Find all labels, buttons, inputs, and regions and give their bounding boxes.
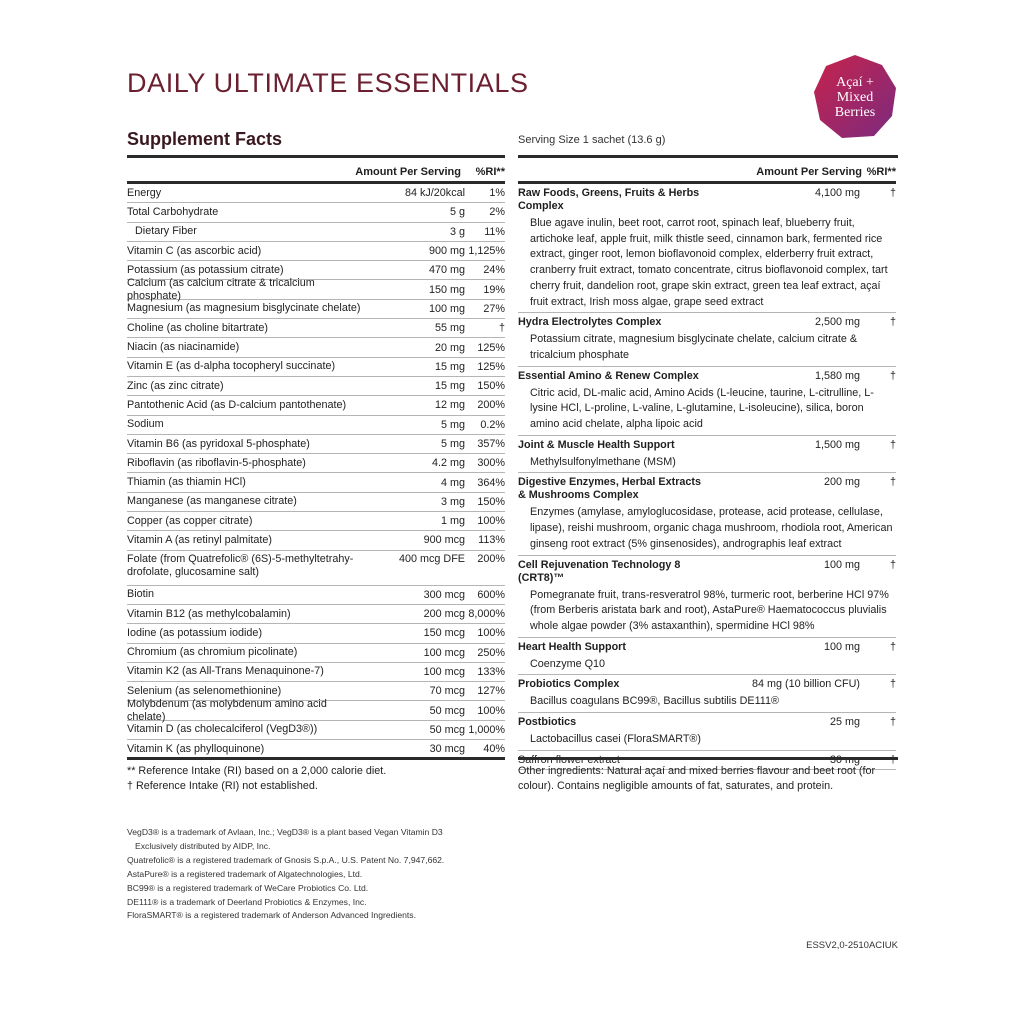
complex-ingredients: Enzymes (amylase, amyloglucosidase, protease, acid protease, cellulase, lipase), reishi mushroom, organic chaga mushroom, rhodiola root, American ginseng root extract (5% ginsenosides), andrographis leaf extract xyxy=(530,506,893,550)
nutrient-name: Vitamin A (as retinyl palmitate) xyxy=(127,533,273,546)
bottom-rule-right xyxy=(518,757,898,760)
table-row xyxy=(127,223,505,242)
badge-line: Berries xyxy=(834,104,876,120)
complex-name: Saffron flower extract xyxy=(518,753,620,766)
nutrient-name: Potassium (as potassium citrate) xyxy=(127,263,284,276)
complex-ingredients: Bacillus coagulans BC99®, Bacillus subtilis DE111® xyxy=(530,695,779,708)
complex-amount: 1,500 mg xyxy=(814,438,860,451)
nutrient-name: Vitamin B6 (as pyridoxal 5-phosphate) xyxy=(127,437,310,450)
table-row xyxy=(127,624,505,643)
nutrient-amount: 50 mcg xyxy=(429,704,465,717)
trademark-line: DE111® is a trademark of Deerland Probiotics & Enzymes, Inc. xyxy=(127,896,367,907)
table-row xyxy=(127,300,505,319)
nutrient-ri: 150% xyxy=(477,495,505,508)
complex-header xyxy=(518,370,896,383)
nutrient-ri: 1% xyxy=(489,187,505,200)
complex-ri: † xyxy=(889,438,896,451)
trademark-notices xyxy=(127,826,444,923)
complex-table xyxy=(518,160,896,770)
nutrient-ri: 24% xyxy=(483,264,505,277)
nutrient-ri: 2% xyxy=(489,206,505,219)
table-row xyxy=(127,512,505,531)
nutrient-ri: 200% xyxy=(477,399,505,412)
complex-ri: † xyxy=(889,678,896,691)
nutrient-ri: † xyxy=(498,322,505,335)
nutrient-name: Vitamin D (as cholecalciferol (VegD3®)) xyxy=(127,723,318,736)
complex-ingredients: Pomegranate fruit, trans-resveratrol 98%, turmeric root, berberine HCl 97% (from Berberis aristata bark and root), AstaPure® Haematococcus pluvialis whole algae powder (3% astaxanthin), spermidine HCl 98% xyxy=(530,588,889,632)
serving-size: Serving Size 1 sachet (13.6 g) xyxy=(518,134,666,146)
nutrient-ri: 27% xyxy=(483,302,505,315)
nutrient-ri: 40% xyxy=(483,743,505,756)
nutrient-amount: 55 mg xyxy=(434,322,465,335)
nutrient-name: Thiamin (as thiamin HCl) xyxy=(127,476,246,489)
trademark-line: AstaPure® is a registered trademark of Algatechnologies, Ltd. xyxy=(127,868,363,879)
complex-section xyxy=(518,675,896,713)
complex-ingredients: Potassium citrate, magnesium bisglycinate chelate, calcium citrate & tricalcium phosphate xyxy=(530,333,858,361)
complex-ri: † xyxy=(889,558,896,571)
complex-section xyxy=(518,313,896,366)
nutrient-name: Total Carbohydrate xyxy=(127,205,219,218)
complex-name: Digestive Enzymes, Herbal Extracts & Mushrooms Complex xyxy=(518,476,702,502)
complex-amount: 100 mg xyxy=(823,640,860,653)
nutrient-ri: 125% xyxy=(477,341,505,354)
nutrient-name: Calcium (as calcium citrate & tricalcium phosphate) xyxy=(127,276,315,302)
complex-amount: 2,500 mg xyxy=(814,316,860,329)
nutrient-amount: 4 mg xyxy=(440,476,465,489)
nutrient-amount: 5 g xyxy=(449,206,465,219)
nutrient-ri: 100% xyxy=(477,515,505,528)
complex-header xyxy=(518,641,896,654)
complex-ri: † xyxy=(889,316,896,329)
complex-table-header xyxy=(518,160,896,184)
nutrient-amount: 200 mcg xyxy=(423,608,465,621)
nutrient-name: Selenium (as selenomethionine) xyxy=(127,684,282,697)
nutrient-amount: 3 mg xyxy=(440,495,465,508)
nutrient-amount: 1 mg xyxy=(440,515,465,528)
table-row xyxy=(127,358,505,377)
nutrient-ri: 100% xyxy=(477,627,505,640)
nutrient-amount: 900 mg xyxy=(428,245,465,258)
nutrient-name: Sodium xyxy=(127,418,164,431)
trademark-line: FloraSMART® is a registered trademark of Anderson Advanced Ingredients. xyxy=(127,910,416,921)
complex-ingredients: Lactobacillus casei (FloraSMART®) xyxy=(530,733,701,746)
complex-ingredients: Blue agave inulin, beet root, carrot root, spinach leaf, blueberry fruit, artichoke leaf, apple fruit, milk thistle seed, cinnamon bark, fermented rice extract, ginger root, lemon bioflavonoid complex, elderberry fruit extract, cranberry fruit extract, tomato concentrate, citrus bioflavonoid complex, tart cherry fruit, dandelion root, grape skin extract, green tea leaf extract, açaí fruit extract, Irish moss algae, grape seed extract xyxy=(530,217,888,308)
nutrient-amount: 4.2 mg xyxy=(431,457,465,470)
complex-name: Raw Foods, Greens, Fruits & Herbs Complex xyxy=(518,187,700,212)
nutrient-amount: 100 mcg xyxy=(423,646,465,659)
product-title: DAILY ULTIMATE ESSENTIALS xyxy=(127,68,529,98)
complex-header xyxy=(518,476,896,502)
complex-header xyxy=(518,559,896,585)
nutrient-ri: 8,000% xyxy=(468,608,505,621)
complex-ri: † xyxy=(889,187,896,199)
nutrient-ri: 364% xyxy=(477,476,505,489)
amount-header: Amount Per Serving xyxy=(355,166,461,178)
nutrient-amount: 84 kJ/20kcal xyxy=(404,187,465,200)
complex-section xyxy=(518,367,896,436)
table-row xyxy=(127,416,505,435)
table-row xyxy=(127,242,505,261)
complex-ingredients: Methylsulfonylmethane (MSM) xyxy=(530,455,676,468)
nutrient-amount: 150 mcg xyxy=(423,627,465,640)
complex-section xyxy=(518,184,896,313)
complex-name: Essential Amino & Renew Complex xyxy=(518,369,699,382)
nutrient-name: Iodine (as potassium iodide) xyxy=(127,626,263,639)
table-row xyxy=(127,697,505,723)
nutrient-amount: 900 mcg xyxy=(423,534,465,547)
ri-header: %RI** xyxy=(866,166,896,178)
top-rule-right xyxy=(518,155,898,158)
complex-ri: † xyxy=(889,640,896,653)
complex-header xyxy=(518,678,896,691)
nutrient-name: Chromium (as chromium picolinate) xyxy=(127,646,298,659)
table-row xyxy=(127,493,505,512)
nutrient-name: Magnesium (as magnesium bisglycinate chelate) xyxy=(127,302,361,315)
complex-header xyxy=(518,187,896,213)
nutrient-amount: 470 mg xyxy=(428,264,465,277)
supplement-facts-heading: Supplement Facts xyxy=(127,129,283,149)
top-rule-left xyxy=(127,155,505,158)
nutrient-name: Choline (as choline bitartrate) xyxy=(127,321,269,334)
nutrient-ri: 113% xyxy=(478,534,505,547)
complex-ingredients: Coenzyme Q10 xyxy=(530,657,606,670)
nutrient-ri: 250% xyxy=(477,646,505,659)
badge-line: Açaí + xyxy=(836,74,874,90)
footnote: ** Reference Intake (RI) based on a 2,000 calorie diet. xyxy=(127,765,387,777)
nutrient-ri: 125% xyxy=(477,360,505,373)
complex-amount: 1,580 mg xyxy=(814,369,860,382)
nutrient-ri: 600% xyxy=(477,588,505,601)
complex-section xyxy=(518,436,896,474)
table-row xyxy=(127,551,505,586)
table-row xyxy=(127,531,505,550)
nutrient-ri: 0.2% xyxy=(480,418,505,431)
complex-name: Probiotics Complex xyxy=(518,678,620,691)
nutrient-amount: 300 mcg xyxy=(423,588,465,601)
nutrient-ri: 200% xyxy=(477,552,505,565)
nutrient-amount: 15 mg xyxy=(434,380,465,393)
nutrient-table xyxy=(127,160,505,759)
nutrient-ri: 1,000% xyxy=(468,723,505,736)
trademark-line: BC99® is a registered trademark of WeCare Probiotics Co. Ltd. xyxy=(127,882,369,893)
nutrient-amount: 30 mcg xyxy=(429,743,465,756)
nutrient-table-header xyxy=(127,160,505,184)
nutrient-name: Biotin xyxy=(127,588,155,601)
complex-name: Postbiotics xyxy=(518,716,577,729)
complex-section xyxy=(518,638,896,676)
nutrient-ri: 127% xyxy=(477,685,505,698)
complex-header xyxy=(518,316,896,329)
complex-section xyxy=(518,713,896,751)
nutrient-ri: 133% xyxy=(477,665,505,678)
nutrient-amount: 70 mcg xyxy=(429,685,465,698)
other-ingredients: Other ingredients: Natural açaí and mixed berries flavour and beet root (for colour). Contains negligible amounts of fat, saturates, and protein. xyxy=(518,765,876,792)
complex-amount: 4,100 mg xyxy=(814,187,860,199)
complex-amount: 30 mg xyxy=(829,753,860,766)
table-row xyxy=(127,586,505,605)
nutrient-name: Copper (as copper citrate) xyxy=(127,514,253,527)
complex-header xyxy=(518,439,896,452)
nutrient-name: Niacin (as niacinamide) xyxy=(127,341,240,354)
table-row xyxy=(127,721,505,740)
trademark-line: Quatrefolic® is a registered trademark of Gnosis S.p.A., U.S. Patent No. 7,947,662. xyxy=(127,854,445,865)
footnotes xyxy=(127,764,386,794)
complex-name: Cell Rejuvenation Technology 8 (CRT8)™ xyxy=(518,558,681,584)
nutrient-ri: 19% xyxy=(483,283,505,296)
trademark-line: Exclusively distributed by AIDP, Inc. xyxy=(135,840,271,851)
table-row xyxy=(127,435,505,454)
complex-name: Heart Health Support xyxy=(518,640,626,653)
complex-ri: † xyxy=(889,716,896,729)
table-row xyxy=(127,396,505,415)
table-row xyxy=(127,663,505,682)
table-row xyxy=(127,454,505,473)
table-row xyxy=(127,473,505,492)
trademark-line: VegD3® is a trademark of Avlaan, Inc.; VegD3® is a plant based Vegan Vitamin D3 xyxy=(127,827,443,837)
nutrient-ri: 150% xyxy=(477,380,505,393)
nutrient-amount: 5 mg xyxy=(440,438,465,450)
complex-amount: 100 mg xyxy=(823,558,860,571)
nutrient-name: Dietary Fiber xyxy=(135,225,197,238)
nutrient-name: Riboflavin (as riboflavin-5-phosphate) xyxy=(127,456,306,469)
nutrient-name: Vitamin K (as phylloquinone) xyxy=(127,742,265,755)
nutrient-name: Vitamin C (as ascorbic acid) xyxy=(127,244,262,257)
table-row xyxy=(127,203,505,222)
flavor-badge xyxy=(812,54,898,140)
table-row xyxy=(127,338,505,357)
complex-amount: 200 mg xyxy=(823,476,860,489)
nutrient-amount: 5 mg xyxy=(440,418,465,431)
nutrient-amount: 400 mcg DFE xyxy=(398,552,465,565)
footnote: † Reference Intake (RI) not established. xyxy=(127,780,318,792)
ri-header: %RI** xyxy=(475,166,505,178)
nutrient-amount: 100 mcg xyxy=(423,665,465,678)
complex-ri: † xyxy=(889,369,896,382)
nutrient-amount: 15 mg xyxy=(434,360,465,373)
nutrient-name: Vitamin B12 (as methylcobalamin) xyxy=(127,607,291,620)
complex-section xyxy=(518,556,896,638)
complex-header xyxy=(518,716,896,729)
complex-ri: † xyxy=(889,476,896,489)
complex-ingredients: Citric acid, DL-malic acid, Amino Acids (L-leucine, taurine, L-citrulline, L-lysine HCl, L-proline, L-valine, L-glutamine, L-isoleucine), silica, boron amino acid chelate, alpha lipoic acid xyxy=(530,386,874,431)
complex-name: Joint & Muscle Health Support xyxy=(518,438,675,451)
bottom-rule-left xyxy=(127,757,505,760)
complex-ri: † xyxy=(889,753,896,766)
nutrient-amount: 50 mcg xyxy=(429,723,465,736)
nutrient-name: Zinc (as zinc citrate) xyxy=(127,379,224,392)
nutrient-amount: 150 mg xyxy=(428,283,465,296)
nutrient-amount: 20 mg xyxy=(434,341,465,354)
nutrient-amount: 12 mg xyxy=(434,399,465,412)
nutrient-amount: 3 g xyxy=(449,225,465,238)
complex-amount: 25 mg xyxy=(829,716,860,729)
nutrient-name: Manganese (as manganese citrate) xyxy=(127,495,297,508)
table-row xyxy=(127,319,505,338)
complex-section xyxy=(518,473,896,555)
table-row xyxy=(127,276,505,302)
nutrient-name: Molybdenum (as molybdenum amino acid chelate) xyxy=(127,697,327,723)
nutrient-name: Folate (from Quatrefolic® (6S)-5-methyltetrahy-drofolate, glucosamine salt) xyxy=(127,552,354,578)
nutrient-ri: 357% xyxy=(477,438,505,450)
table-row xyxy=(127,644,505,663)
badge-line: Mixed xyxy=(836,89,874,105)
complex-amount: 84 mg (10 billion CFU) xyxy=(751,678,860,691)
complex-name: Hydra Electrolytes Complex xyxy=(518,316,662,329)
table-row xyxy=(127,605,505,624)
nutrient-ri: 300% xyxy=(477,457,505,470)
nutrient-ri: 1,125% xyxy=(468,245,505,258)
nutrient-name: Energy xyxy=(127,186,162,199)
table-row xyxy=(127,184,505,203)
nutrient-ri: 11% xyxy=(484,225,505,238)
nutrient-name: Vitamin K2 (as All-Trans Menaquinone-7) xyxy=(127,665,324,678)
amount-header: Amount Per Serving xyxy=(756,166,862,178)
nutrient-name: Vitamin E (as d-alpha tocopheryl succinate) xyxy=(127,360,336,373)
nutrient-amount: 100 mg xyxy=(428,302,465,315)
nutrient-name: Pantothenic Acid (as D-calcium pantothenate) xyxy=(127,398,347,411)
product-code: ESSV2,0-2510ACIUK xyxy=(806,940,898,951)
table-row xyxy=(127,377,505,396)
nutrient-ri: 100% xyxy=(477,704,505,717)
